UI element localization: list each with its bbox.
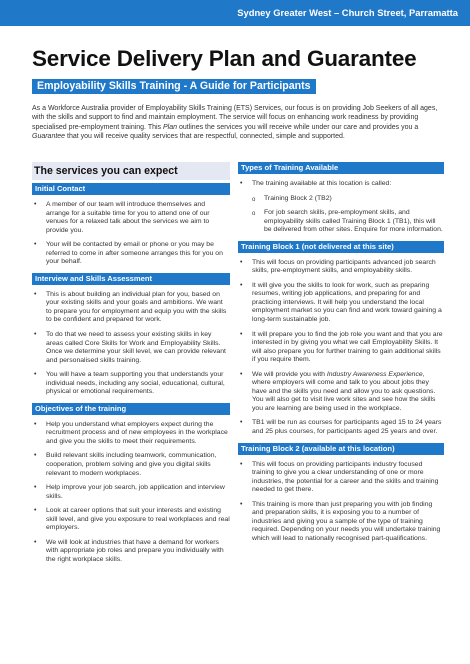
page-title: Service Delivery Plan and Guarantee	[32, 46, 417, 71]
types-list	[238, 180, 444, 235]
page-subtitle: Employability Skills Training - A Guide for Participants	[32, 79, 316, 94]
section-heading-initial-contact: Initial Contact	[32, 183, 230, 195]
objectives-list	[32, 421, 230, 565]
list-item: • Your will be contacted by email or phone or you may be referred to come in after someone arranges this for you on your behalf.	[34, 241, 223, 266]
bullet-icon: •	[34, 420, 37, 428]
list-item: • This is about building an individual plan for you, based on your existing skills and your goals and ambitions. We want to prepare you for employment and equip you with the skills to be confident and prepared for work.	[34, 290, 227, 324]
location-label: Sydney Greater West – Church Street, Parramatta	[237, 7, 458, 18]
intro-paragraph: As a Workforce Australia provider of Employability Skills Training (ETS) Services, our focus is on providing Job Seekers of all ages, with the skills and support to find and maintain employment. The service will focus on enhancing work readiness by providing specialised pre-employment training. This Plan outlines the services you will receive while under our care and provides you a Guarantee that you will receive quality services that are respectful, connected, simple and supported.	[32, 105, 438, 141]
section-heading-objectives: Objectives of the training	[32, 403, 230, 415]
list-item: • Look at career options that suit your interests and existing skill level, and give you exposure to real workplaces and real employers.	[34, 507, 230, 532]
list-item: • You will have a team supporting you that understands your individual needs, including any social, educational, cultural, physical or emotional requirements.	[34, 371, 225, 396]
bullet-icon: •	[240, 330, 243, 338]
section-heading-tb1: Training Block 1 (not delivered at this site)	[238, 241, 444, 253]
services-heading: The services you can expect	[32, 162, 230, 180]
bullet-icon: •	[240, 370, 243, 378]
bullet-icon: •	[34, 290, 37, 298]
list-item: • Help you understand what employers expect during the recruitment process and of new employees in the workplace and give you the skills to meet their requirements.	[34, 420, 228, 445]
bullet-icon: •	[34, 538, 37, 546]
list-item: • Help improve your job search, job application and interview skills.	[34, 484, 225, 500]
list-item: • A member of our team will introduce themselves and arrange for a suitable time for you to attend one of our venues for a relaxed talk about the services we aim to provide you.	[34, 201, 210, 234]
section-heading-interview: Interview and Skills Assessment	[32, 273, 230, 285]
guarantee-emphasis: Guarantee	[32, 133, 66, 141]
bullet-icon: •	[34, 371, 37, 379]
right-column	[238, 162, 444, 550]
initial-contact-list	[32, 201, 230, 267]
tb1-list	[238, 259, 444, 437]
tb2-list	[238, 461, 444, 544]
list-item: • It will prepare you to find the job role you want and that you are interested in by giving you what we call Employability Skills. It will also prepare you for further training to gain additional skills if you require them.	[240, 330, 443, 364]
bullet-icon: •	[240, 460, 243, 468]
sub-list-item: o For job search skills, pre-employment skills, and employability skills called Training Block 1 (TB1), this will be delivered from other sites. Enquire for more information.	[252, 209, 443, 234]
section-heading-tb2: Training Block 2 (available at this location)	[238, 443, 444, 455]
list-item: • It will give you the skills to look for work, such as preparing resumes, writing job applications, and preparing for and practicing interviews. It will help you understand the local employment market so you can find and work toward gaining a long-term sustainable job.	[240, 281, 442, 324]
plan-emphasis: Plan	[163, 123, 178, 131]
bullet-icon: •	[34, 201, 37, 208]
left-column	[32, 162, 230, 571]
bullet-icon: •	[240, 281, 243, 289]
circle-bullet-icon: o	[252, 211, 256, 218]
bullet-icon: •	[34, 331, 37, 339]
bullet-icon: •	[34, 452, 37, 460]
bullet-icon: •	[240, 258, 243, 266]
bullet-icon: •	[34, 507, 37, 515]
bullet-icon: •	[34, 241, 37, 249]
header-bar	[0, 0, 470, 26]
list-item: • We will look at industries that have a demand for workers with appropriate job roles and prepare you individually with the right workplace skills.	[34, 538, 224, 563]
list-item: • This will focus on providing participants advanced job search skills, pre-employment skills, and employability skills.	[240, 258, 436, 275]
list-item: • TB1 will be run as courses for participants aged 15 to 24 years and 25 plus courses, for participants aged 25 years and over.	[240, 419, 442, 436]
bullet-icon: •	[240, 180, 243, 187]
bullet-icon: •	[240, 419, 243, 427]
sub-list-item: o Training Block 2 (TB2)	[252, 194, 332, 203]
list-item: • The training available at this location is called:	[240, 180, 392, 187]
list-item: • This training is more than just preparing you with job finding and preparation skills, it is exposing you to a number of industries and giving you a sample of the type of training required. Depending on your needs you will undertake training which will lead to nationally recognised part-qualifications.	[240, 500, 441, 542]
bullet-icon: •	[34, 484, 37, 492]
list-item: • We will provide you with Industry Awareness Experience, where employers will come and talk to you about jobs they have and the skills you need and allow you to ask questions. You will also get to visit live work sites and see how the skills you are learning are being used in the workplace.	[240, 370, 436, 412]
bullet-icon: •	[240, 500, 243, 508]
interview-list	[32, 291, 230, 397]
circle-bullet-icon: o	[252, 196, 256, 203]
section-heading-types: Types of Training Available	[238, 162, 444, 174]
list-item: • To do that we need to assess your existing skills in key areas called Core Skills for Work and Employability Skills. Once we determine your skill level, we can provide relevant and personalised skills training.	[34, 331, 226, 364]
list-item: • This will focus on providing participants industry focused training to give you a clear understanding of one or more industries, the potential for a career and the skills and training needed to get there.	[240, 460, 439, 494]
list-item: • Build relevant skills including teamwork, communication, cooperation, problem solving and give you digital skills relevant to modern workplaces.	[34, 452, 217, 477]
